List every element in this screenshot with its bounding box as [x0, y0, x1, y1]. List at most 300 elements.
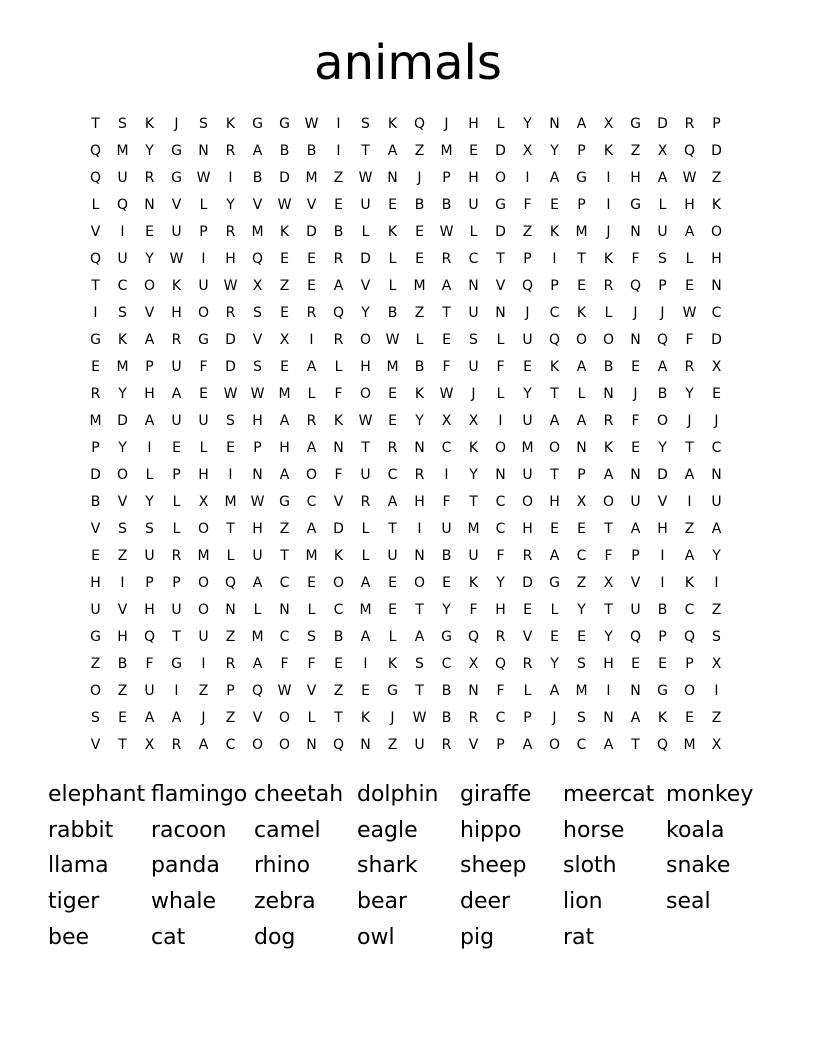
grid-letter: W — [196, 170, 211, 186]
grid-letter: C — [711, 440, 722, 456]
word-item: sheep — [460, 853, 527, 879]
grid-letter: Y — [523, 116, 532, 132]
grid-letter: G — [171, 656, 182, 672]
grid-letter: P — [523, 251, 532, 267]
grid-letter: S — [361, 116, 370, 132]
grid-row — [82, 273, 732, 300]
grid-letter: R — [333, 251, 344, 267]
grid-letter: V — [522, 629, 533, 645]
grid-letter: O — [278, 737, 291, 753]
grid-letter: A — [252, 656, 263, 672]
grid-letter: K — [117, 332, 128, 348]
grid-letter: A — [630, 521, 641, 537]
grid-letter: T — [415, 683, 424, 699]
grid-letter: B — [414, 359, 425, 375]
grid-letter: I — [525, 170, 530, 186]
grid-letter: I — [444, 467, 449, 483]
word-item: monkey — [666, 782, 754, 807]
grid-letter: S — [253, 359, 262, 375]
grid-letter: Z — [522, 224, 533, 240]
grid-letter: V — [333, 494, 344, 510]
grid-letter: R — [333, 332, 344, 348]
word-row — [48, 777, 788, 813]
grid-letter: Y — [577, 602, 586, 618]
grid-letter: G — [576, 170, 587, 186]
grid-letter: X — [576, 494, 587, 510]
grid-letter: P — [550, 278, 559, 294]
grid-letter: L — [685, 251, 694, 267]
grid-letter: R — [90, 386, 101, 402]
grid-letter: A — [387, 494, 398, 510]
grid-letter: S — [91, 710, 100, 726]
grid-letter: G — [252, 116, 263, 132]
grid-letter: A — [279, 413, 290, 429]
grid-letter: P — [145, 359, 154, 375]
grid-letter: O — [494, 170, 507, 186]
grid-letter: W — [439, 224, 454, 240]
grid-letter: I — [687, 494, 692, 510]
grid-letter: K — [387, 116, 398, 132]
grid-letter: Z — [333, 170, 344, 186]
grid-letter: K — [684, 575, 695, 591]
grid-letter: K — [468, 575, 479, 591]
grid-letter: X — [252, 278, 263, 294]
grid-letter: R — [387, 440, 398, 456]
word-item: pig — [460, 924, 495, 950]
grid-letter: H — [657, 521, 668, 537]
word-item: seal — [666, 889, 711, 915]
grid-letter: Y — [550, 143, 559, 159]
grid-letter: E — [388, 197, 397, 213]
grid-letter: Y — [415, 413, 424, 429]
grid-letter: Z — [198, 683, 209, 699]
grid-letter: E — [523, 602, 532, 618]
grid-letter: P — [172, 467, 181, 483]
grid-letter: O — [359, 332, 372, 348]
grid-letter: E — [577, 629, 586, 645]
grid-row — [82, 219, 732, 246]
grid-letter: L — [469, 224, 478, 240]
grid-letter: D — [657, 116, 668, 132]
grid-letter: F — [496, 359, 505, 375]
word-bank — [48, 777, 788, 955]
grid-letter: M — [467, 521, 480, 537]
grid-letter: A — [252, 575, 263, 591]
grid-letter: I — [552, 251, 557, 267]
grid-letter: X — [468, 413, 479, 429]
grid-letter: Z — [711, 710, 722, 726]
grid-letter: L — [658, 197, 667, 213]
grid-letter: F — [631, 251, 640, 267]
grid-letter: Z — [117, 548, 128, 564]
grid-letter: Q — [89, 143, 102, 159]
grid-letter: V — [90, 521, 101, 537]
grid-letter: T — [361, 440, 370, 456]
grid-letter: R — [144, 170, 155, 186]
grid-letter: Q — [521, 278, 534, 294]
grid-letter: Y — [442, 602, 451, 618]
grid-letter: C — [387, 467, 398, 483]
grid-letter: A — [630, 710, 641, 726]
grid-letter: A — [360, 629, 371, 645]
grid-letter: A — [684, 548, 695, 564]
grid-letter: K — [387, 224, 398, 240]
grid-letter: A — [144, 413, 155, 429]
grid-letter: V — [306, 683, 317, 699]
grid-letter: N — [630, 332, 641, 348]
grid-letter: Z — [630, 143, 641, 159]
grid-letter: F — [604, 548, 613, 564]
grid-letter: O — [548, 440, 561, 456]
word-row — [48, 813, 788, 849]
grid-letter: V — [252, 710, 263, 726]
grid-letter: D — [495, 224, 506, 240]
grid-letter: M — [251, 629, 264, 645]
grid-letter: K — [468, 440, 479, 456]
grid-letter: E — [91, 359, 100, 375]
grid-letter: P — [577, 197, 586, 213]
grid-letter: A — [657, 359, 668, 375]
grid-letter: N — [279, 602, 290, 618]
grid-letter: R — [522, 548, 533, 564]
grid-letter: S — [307, 629, 316, 645]
grid-letter: I — [606, 683, 611, 699]
grid-letter: R — [603, 278, 614, 294]
grid-row — [82, 462, 732, 489]
grid-letter: O — [683, 683, 696, 699]
grid-letter: U — [414, 737, 425, 753]
grid-letter: V — [306, 197, 317, 213]
grid-letter: C — [495, 710, 506, 726]
grid-letter: U — [468, 359, 479, 375]
grid-letter: O — [143, 278, 156, 294]
grid-letter: Y — [118, 386, 127, 402]
grid-letter: A — [306, 359, 317, 375]
grid-letter: A — [387, 143, 398, 159]
grid-letter: M — [575, 683, 588, 699]
grid-letter: S — [145, 521, 154, 537]
grid-letter: C — [684, 602, 695, 618]
grid-letter: E — [631, 656, 640, 672]
grid-letter: C — [441, 440, 452, 456]
grid-letter: J — [444, 116, 449, 132]
grid-letter: R — [495, 629, 506, 645]
grid-letter: Q — [89, 251, 102, 267]
grid-letter: M — [413, 278, 426, 294]
grid-letter: L — [307, 710, 316, 726]
grid-letter: B — [333, 629, 344, 645]
grid-letter: G — [171, 143, 182, 159]
grid-letter: I — [120, 224, 125, 240]
grid-letter: A — [549, 683, 560, 699]
grid-letter: E — [361, 683, 370, 699]
grid-row — [82, 489, 732, 516]
grid-letter: L — [307, 602, 316, 618]
grid-letter: S — [712, 629, 721, 645]
grid-letter: U — [90, 602, 101, 618]
word-item: rhino — [254, 853, 311, 879]
grid-letter: P — [658, 278, 667, 294]
grid-letter: U — [468, 197, 479, 213]
grid-letter: D — [711, 143, 722, 159]
grid-letter: T — [469, 494, 478, 510]
grid-letter: G — [279, 116, 290, 132]
grid-letter: F — [280, 656, 289, 672]
grid-letter: V — [90, 224, 101, 240]
grid-letter: W — [682, 305, 697, 321]
grid-letter: J — [633, 386, 638, 402]
word-row — [48, 920, 788, 956]
grid-row — [82, 381, 732, 408]
grid-letter: L — [334, 359, 343, 375]
grid-letter: A — [549, 170, 560, 186]
grid-letter: M — [116, 143, 129, 159]
grid-letter: T — [280, 548, 289, 564]
grid-letter: H — [144, 386, 155, 402]
grid-letter: N — [468, 278, 479, 294]
grid-letter: V — [90, 737, 101, 753]
grid-letter: T — [415, 602, 424, 618]
grid-letter: I — [93, 305, 98, 321]
grid-letter: Y — [145, 143, 154, 159]
grid-letter: I — [660, 575, 665, 591]
grid-letter: A — [603, 467, 614, 483]
grid-letter: O — [359, 386, 372, 402]
grid-row — [82, 192, 732, 219]
grid-letter: W — [358, 413, 373, 429]
grid-letter: D — [495, 143, 506, 159]
grid-letter: M — [575, 224, 588, 240]
grid-letter: H — [549, 494, 560, 510]
grid-row — [82, 435, 732, 462]
grid-letter: N — [711, 467, 722, 483]
grid-letter: M — [116, 359, 129, 375]
grid-letter: N — [495, 467, 506, 483]
grid-letter: N — [549, 116, 560, 132]
grid-row — [82, 300, 732, 327]
grid-letter: P — [523, 710, 532, 726]
grid-letter: Q — [251, 251, 264, 267]
grid-letter: Q — [683, 629, 696, 645]
grid-letter: Q — [332, 305, 345, 321]
grid-letter: D — [225, 359, 236, 375]
grid-letter: T — [685, 440, 694, 456]
grid-letter: P — [496, 737, 505, 753]
grid-letter: O — [332, 575, 345, 591]
grid-letter: G — [198, 332, 209, 348]
grid-letter: J — [660, 305, 665, 321]
grid-letter: C — [711, 305, 722, 321]
grid-letter: F — [334, 386, 343, 402]
grid-row — [82, 165, 732, 192]
grid-letter: C — [306, 494, 317, 510]
grid-letter: O — [197, 575, 210, 591]
grid-letter: Y — [604, 629, 613, 645]
grid-letter: B — [441, 197, 452, 213]
grid-letter: S — [118, 305, 127, 321]
grid-letter: D — [279, 170, 290, 186]
grid-letter: I — [606, 170, 611, 186]
grid-letter: H — [198, 467, 209, 483]
grid-letter: R — [360, 494, 371, 510]
word-item: camel — [254, 817, 321, 843]
grid-letter: A — [684, 224, 695, 240]
grid-letter: L — [388, 251, 397, 267]
grid-letter: K — [225, 116, 236, 132]
grid-letter: L — [199, 197, 208, 213]
word-item: deer — [460, 889, 511, 915]
grid-letter: A — [603, 737, 614, 753]
grid-letter: R — [414, 467, 425, 483]
grid-row — [82, 570, 732, 597]
grid-letter: O — [278, 710, 291, 726]
grid-letter: A — [360, 575, 371, 591]
grid-letter: P — [577, 467, 586, 483]
grid-letter: U — [468, 305, 479, 321]
word-item: owl — [357, 924, 395, 950]
grid-letter: F — [334, 467, 343, 483]
grid-letter: E — [280, 305, 289, 321]
grid-letter: J — [201, 710, 206, 726]
grid-letter: X — [603, 575, 614, 591]
grid-letter: E — [415, 251, 424, 267]
grid-letter: C — [576, 737, 587, 753]
word-item: racoon — [151, 817, 227, 843]
grid-letter: C — [225, 737, 236, 753]
grid-letter: S — [469, 332, 478, 348]
grid-letter: P — [145, 575, 154, 591]
grid-letter: D — [90, 467, 101, 483]
grid-row — [82, 408, 732, 435]
grid-letter: T — [604, 521, 613, 537]
word-item: bear — [357, 889, 408, 915]
grid-letter: H — [522, 521, 533, 537]
grid-letter: D — [657, 467, 668, 483]
grid-letter: R — [684, 116, 695, 132]
grid-letter: A — [198, 737, 209, 753]
grid-letter: G — [441, 629, 452, 645]
grid-letter: B — [387, 305, 398, 321]
grid-letter: E — [307, 251, 316, 267]
grid-letter: U — [441, 521, 452, 537]
grid-letter: H — [711, 251, 722, 267]
grid-letter: U — [117, 170, 128, 186]
word-item: eagle — [357, 817, 418, 843]
grid-letter: K — [387, 656, 398, 672]
grid-letter: P — [658, 629, 667, 645]
grid-letter: Y — [226, 197, 235, 213]
grid-letter: H — [279, 440, 290, 456]
grid-letter: S — [658, 251, 667, 267]
grid-letter: U — [360, 467, 371, 483]
grid-letter: Z — [387, 737, 398, 753]
grid-letter: M — [305, 548, 318, 564]
grid-letter: K — [360, 710, 371, 726]
grid-letter: K — [657, 710, 668, 726]
grid-letter: I — [228, 170, 233, 186]
grid-letter: V — [657, 494, 668, 510]
grid-letter: Q — [548, 332, 561, 348]
grid-row — [82, 705, 732, 732]
grid-letter: R — [225, 656, 236, 672]
grid-letter: O — [197, 305, 210, 321]
grid-letter: C — [441, 656, 452, 672]
grid-letter: N — [306, 737, 317, 753]
grid-letter: L — [415, 332, 424, 348]
grid-letter: E — [631, 440, 640, 456]
grid-letter: E — [172, 440, 181, 456]
grid-letter: O — [413, 575, 426, 591]
grid-letter: K — [549, 224, 560, 240]
grid-letter: E — [388, 413, 397, 429]
word-item: elephant — [48, 782, 146, 807]
grid-letter: N — [387, 170, 398, 186]
grid-letter: Q — [629, 629, 642, 645]
grid-letter: Z — [414, 143, 425, 159]
grid-letter: S — [118, 521, 127, 537]
grid-letter: R — [225, 305, 236, 321]
grid-letter: R — [441, 737, 452, 753]
grid-letter: X — [711, 359, 722, 375]
grid-letter: K — [603, 143, 614, 159]
grid-letter: X — [603, 116, 614, 132]
grid-letter: N — [630, 224, 641, 240]
grid-letter: I — [606, 197, 611, 213]
grid-letter: B — [414, 197, 425, 213]
grid-letter: K — [414, 386, 425, 402]
grid-letter: X — [144, 737, 155, 753]
grid-letter: S — [199, 116, 208, 132]
grid-letter: V — [360, 278, 371, 294]
grid-letter: P — [172, 575, 181, 591]
grid-letter: N — [711, 278, 722, 294]
grid-letter: A — [414, 629, 425, 645]
grid-letter: G — [90, 629, 101, 645]
grid-letter: N — [144, 197, 155, 213]
word-item: sloth — [563, 853, 617, 879]
grid-letter: U — [360, 197, 371, 213]
grid-letter: R — [171, 737, 182, 753]
grid-letter: P — [442, 170, 451, 186]
grid-letter: U — [171, 359, 182, 375]
grid-letter: U — [198, 413, 209, 429]
grid-letter: M — [305, 170, 318, 186]
grid-letter: S — [226, 413, 235, 429]
grid-letter: U — [522, 413, 533, 429]
grid-letter: R — [306, 413, 317, 429]
grid-letter: U — [630, 494, 641, 510]
grid-letter: L — [226, 548, 235, 564]
grid-letter: Y — [658, 440, 667, 456]
grid-letter: K — [333, 548, 344, 564]
grid-letter: D — [522, 575, 533, 591]
grid-letter: R — [522, 656, 533, 672]
grid-letter: D — [117, 413, 128, 429]
grid-letter: K — [171, 278, 182, 294]
grid-letter: F — [685, 332, 694, 348]
grid-letter: N — [603, 386, 614, 402]
grid-letter: N — [198, 143, 209, 159]
grid-letter: M — [386, 359, 399, 375]
grid-letter: X — [441, 413, 452, 429]
grid-letter: T — [334, 710, 343, 726]
grid-letter: W — [277, 197, 292, 213]
grid-letter: N — [603, 710, 614, 726]
grid-letter: L — [496, 332, 505, 348]
grid-letter: V — [495, 278, 506, 294]
grid-letter: N — [468, 683, 479, 699]
grid-letter: U — [117, 251, 128, 267]
